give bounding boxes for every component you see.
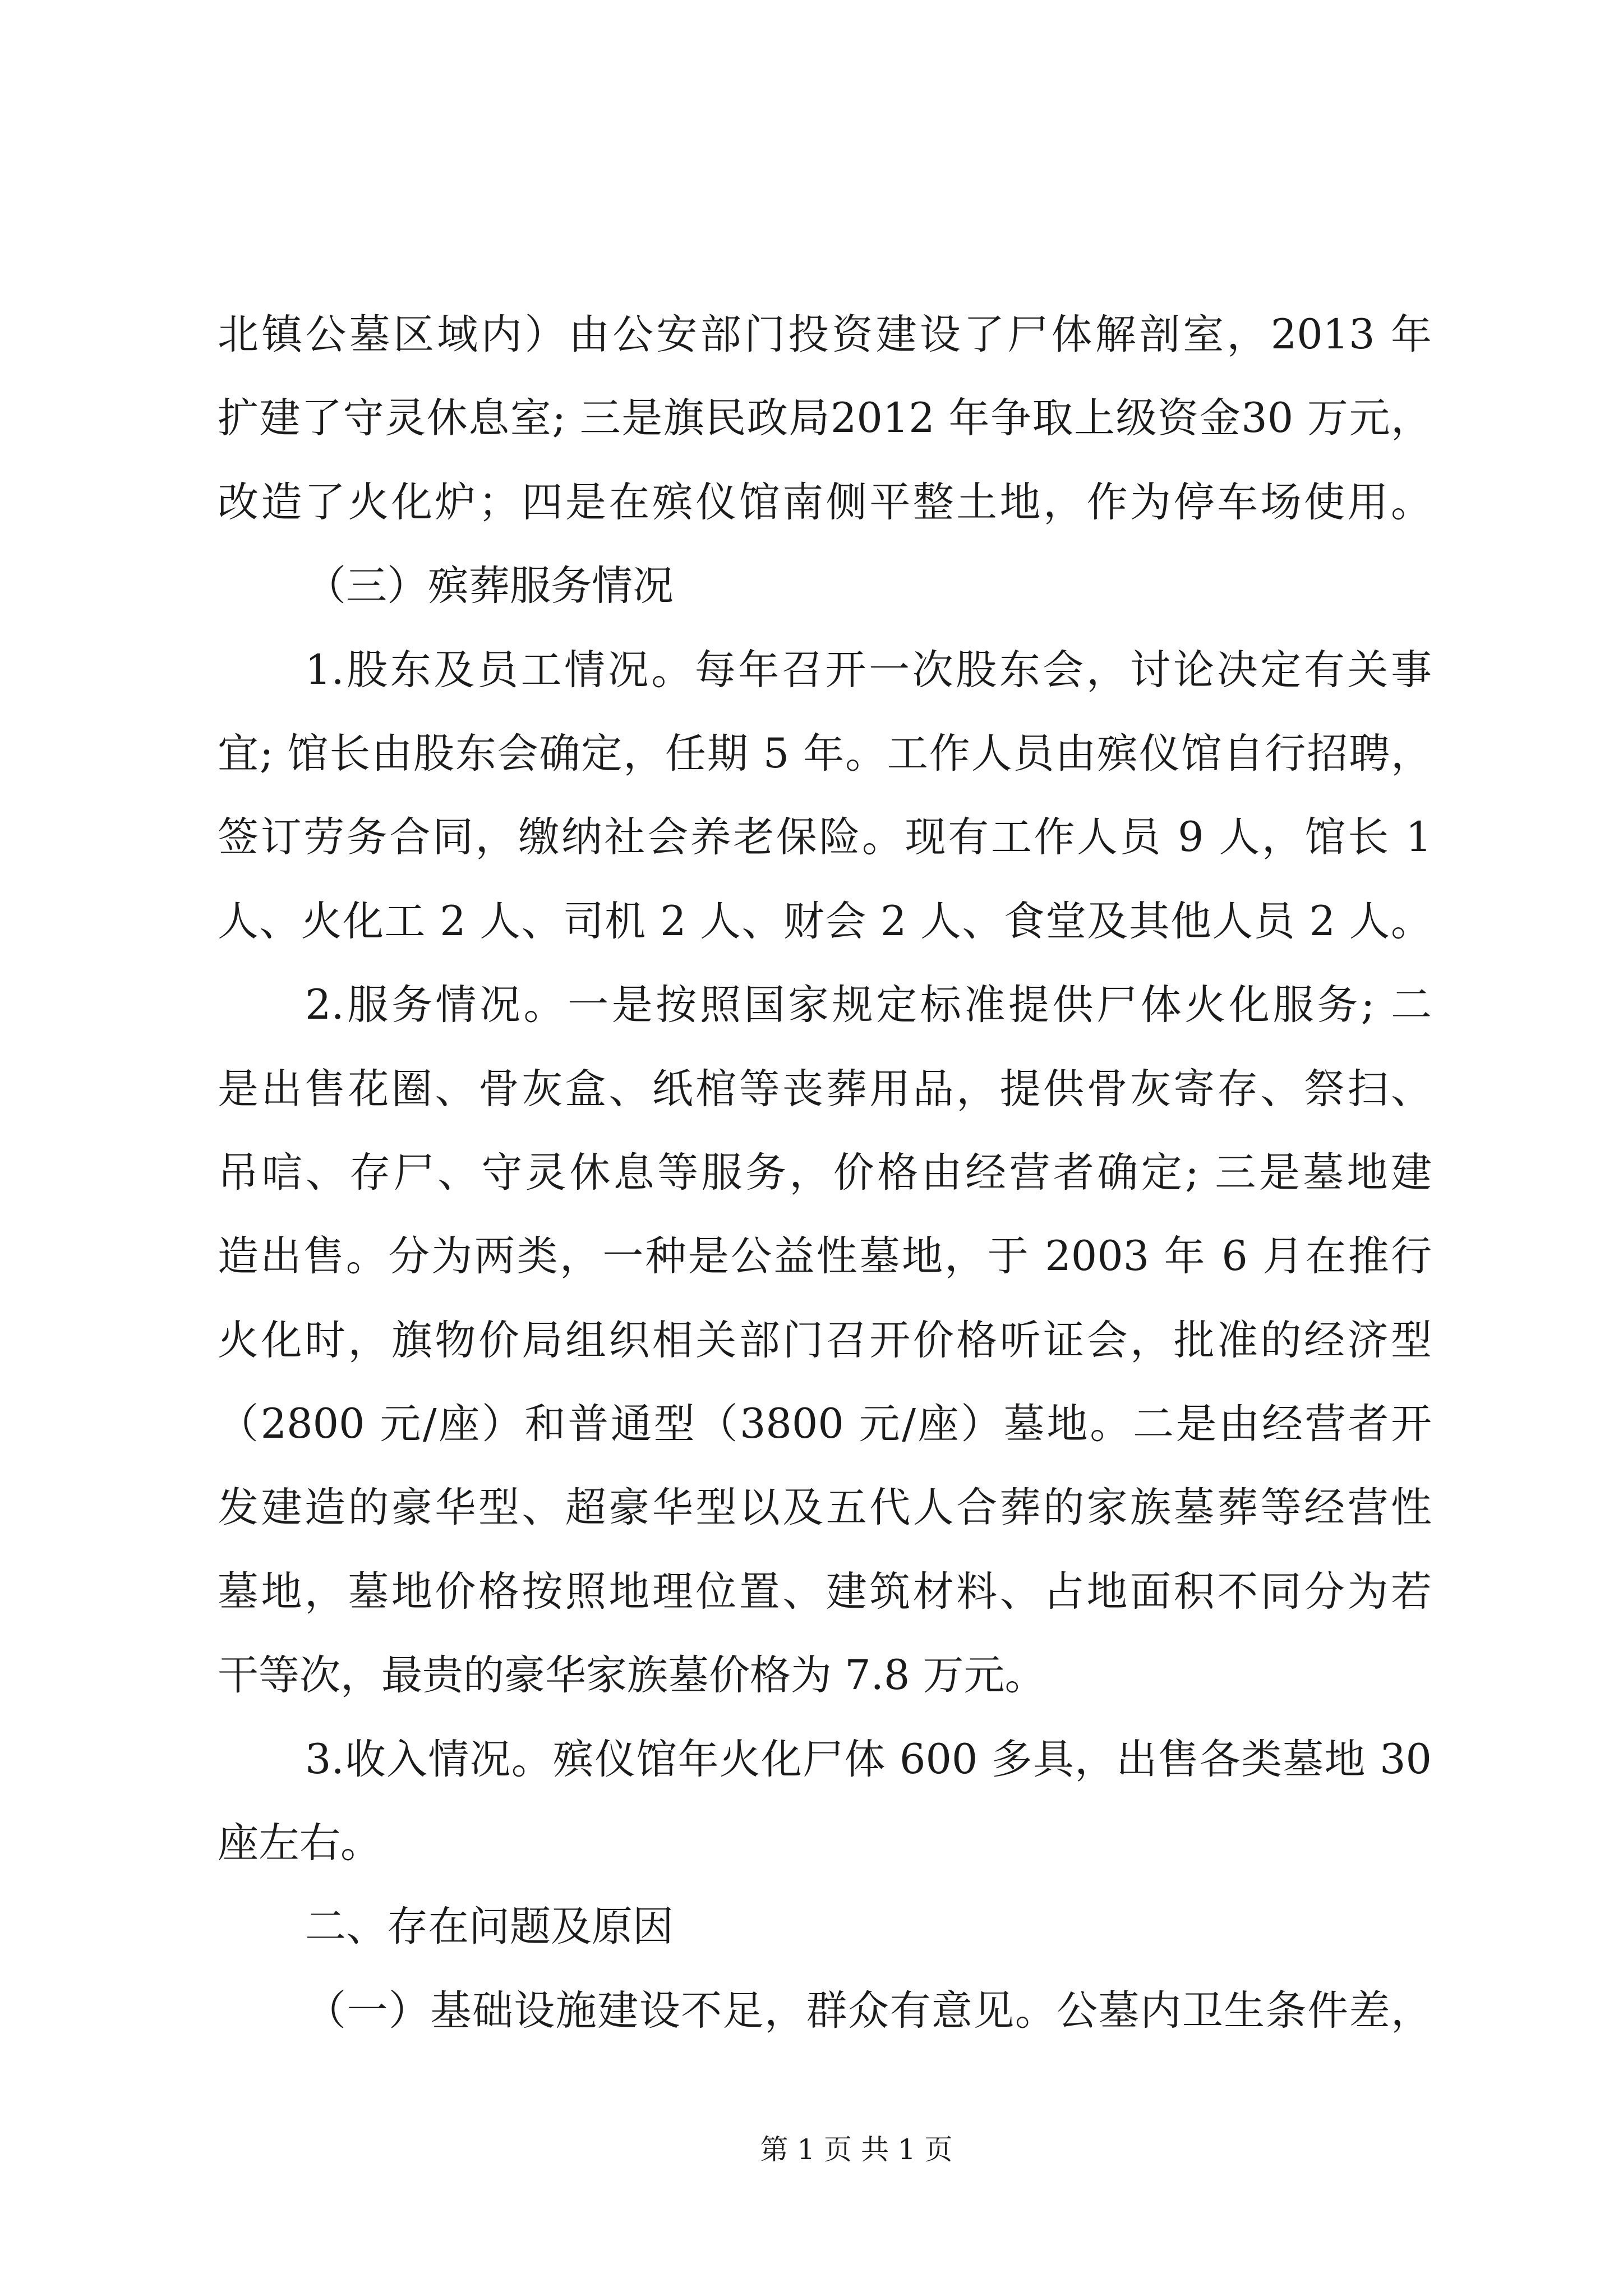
text-line: 座左右。 <box>218 1819 381 1867</box>
text-line: 发建造的豪华型、超豪华型以及五代人合葬的家族墓葬等经营性 <box>218 1484 1432 1532</box>
document-body <box>218 293 1432 2053</box>
section-heading <box>218 544 1432 628</box>
text-line: 吊唁、存尸、守灵休息等服务，价格由经营者确定; 三是墓地建 <box>218 1148 1432 1197</box>
paragraph <box>218 963 1432 1718</box>
paragraph <box>218 1969 1432 2053</box>
text-line: 火化时，旗物价局组织相关部门召开价格听证会，批准的经济型 <box>218 1316 1432 1364</box>
heading-text: （三）殡葬服务情况 <box>305 562 674 610</box>
text-line: 造出售。分为两类，一种是公益性墓地，于 2003 年 6 月在推行 <box>218 1232 1432 1281</box>
text-line: 宜; 馆长由股东会确定，任期 5 年。工作人员由殡仪馆自行招聘， <box>218 729 1432 777</box>
text-line: 1.股东及员工情况。每年召开一次股东会，讨论决定有关事 <box>305 646 1432 694</box>
text-line: （2800 元/座）和普通型（3800 元/座）墓地。二是由经营者开 <box>218 1400 1432 1448</box>
text-line: 人、火化工 2 人、司机 2 人、财会 2 人、食堂及其他人员 2 人。 <box>218 897 1432 945</box>
text-line: 3.收入情况。殡仪馆年火化尸体 600 多具，出售各类墓地 30 <box>305 1735 1432 1783</box>
paragraph <box>218 1718 1432 1885</box>
text-line: 北镇公墓区域内）由公安部门投资建设了尸体解剖室，2013 年 <box>218 311 1432 358</box>
section-heading <box>218 1885 1432 1968</box>
text-line: 改造了火化炉；四是在殡仪馆南侧平整土地，作为停车场使用。 <box>218 478 1432 526</box>
text-line: 干等次，最贵的豪华家族墓价格为 7.8 万元。 <box>218 1651 1046 1700</box>
page-footer: 第 1 页 共 1 页 <box>760 2133 953 2166</box>
text-line: 2.服务情况。一是按照国家规定标准提供尸体火化服务; 二 <box>305 981 1432 1029</box>
text-line: （一）基础设施建设不足，群众有意见。公墓内卫生条件差， <box>305 1986 1432 2035</box>
text-line: 扩建了守灵休息室; 三是旗民政局2012 年争取上级资金30 万元， <box>218 394 1432 443</box>
heading-text: 二、存在问题及原因 <box>305 1903 674 1951</box>
paragraph <box>218 628 1432 964</box>
text-line: 是出售花圈、骨灰盒、纸棺等丧葬用品，提供骨灰寄存、祭扫、 <box>218 1065 1432 1113</box>
paragraph <box>218 293 1432 544</box>
text-line: 签订劳务合同，缴纳社会养老保险。现有工作人员 9 人，馆长 1 <box>218 813 1432 862</box>
text-line: 墓地，墓地价格按照地理位置、建筑材料、占地面积不同分为若 <box>218 1567 1432 1616</box>
